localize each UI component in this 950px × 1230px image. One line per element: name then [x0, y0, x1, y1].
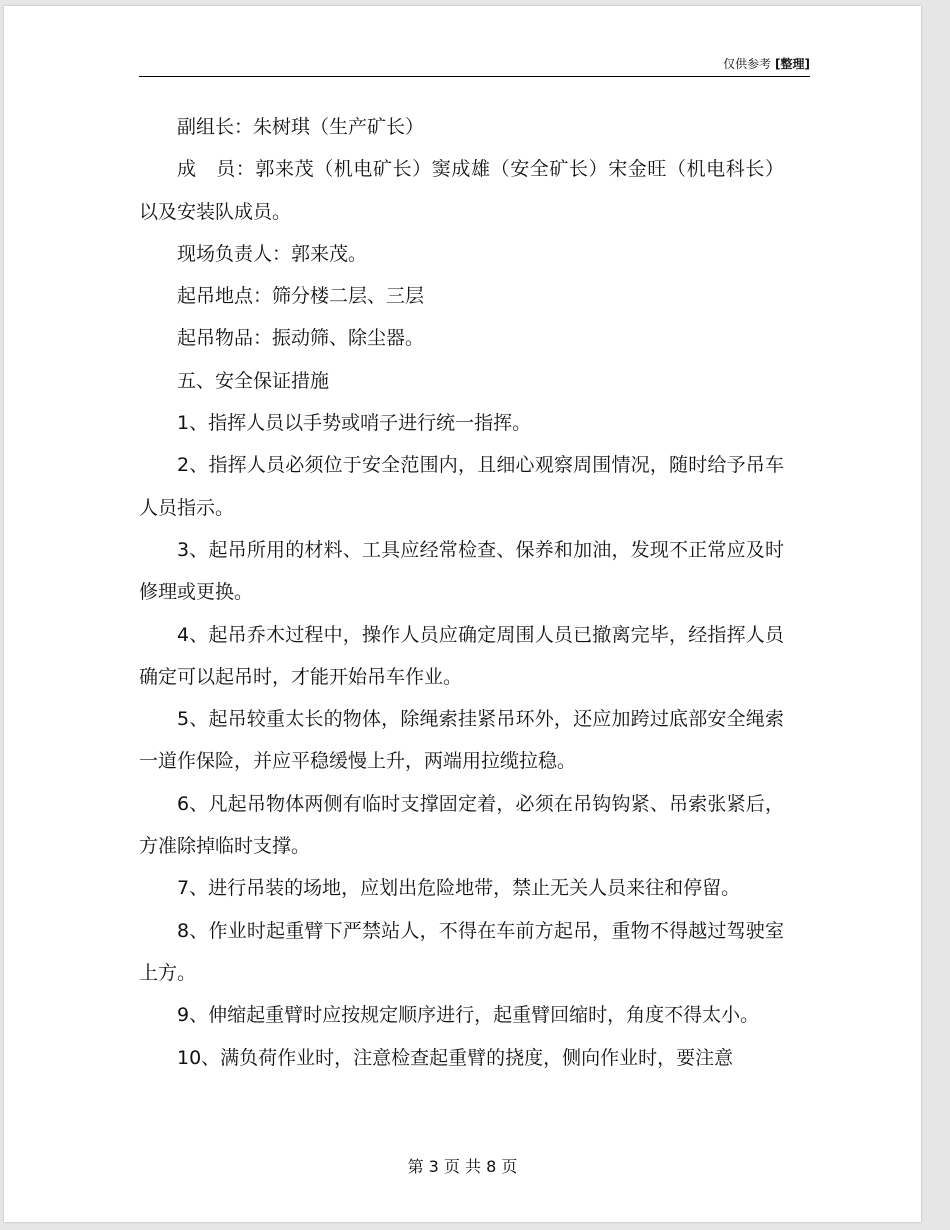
header-bracket-note: [整理] [775, 57, 810, 71]
page-header [139, 56, 810, 77]
paragraph: 现场负责人：郭来茂。 [177, 242, 368, 265]
paragraph: 起吊物品：振动筛、除尘器。 [177, 327, 425, 350]
document-page [4, 6, 921, 1222]
section-heading: 五、安全保证措施 [177, 369, 330, 392]
list-item: 9、伸缩起重臂时应按规定顺序进行，起重臂回缩时，角度不得太小。 [177, 1004, 760, 1027]
list-item: 10、满负荷作业时，注意检查起重臂的挠度，侧向作业时，要注意 [177, 1046, 734, 1069]
list-item: 4、起吊乔木过程中，操作人员应确定周围人员已撤离完毕，经指挥人员确定可以起吊时，才能开始吊车作业。 [139, 623, 784, 688]
list-item: 8、作业时起重臂下严禁站人，不得在车前方起吊，重物不得越过驾驶室上方。 [139, 919, 784, 984]
list-item: 2、指挥人员必须位于安全范围内，且细心观察周围情况，随时给予吊车人员指示。 [139, 454, 784, 519]
paragraph: 成 员：郭来茂（机电矿长）窦成雄（安全矿长）宋金旺（机电科长）以及安装队成员。 [139, 158, 784, 223]
list-item: 1、指挥人员以手势或哨子进行统一指挥。 [177, 412, 532, 435]
list-item: 5、起吊较重太长的物体，除绳索挂紧吊环外，还应加跨过底部安全绳索一道作保险，并应平稳缓慢上升，两端用拉缆拉稳。 [139, 708, 784, 773]
paragraph: 起吊地点：筛分楼二层、三层 [177, 285, 425, 308]
header-note: 仅供参考 [723, 57, 772, 71]
list-item: 6、凡起吊物体两侧有临时支撑固定着，必须在吊钩钩紧、吊索张紧后，方准除掉临时支撑。 [139, 792, 784, 858]
paragraph: 副组长：朱树琪（生产矿长） [177, 116, 425, 138]
list-item: 3、起吊所用的材料、工具应经常检查、保养和加油，发现不正常应及时修理或更换。 [139, 538, 784, 604]
page-footer: 第 3 页 共 8 页 [407, 1157, 518, 1176]
document-body [139, 106, 784, 1079]
list-item: 7、进行吊装的场地，应划出危险地带，禁止无关人员来往和停留。 [177, 877, 741, 900]
